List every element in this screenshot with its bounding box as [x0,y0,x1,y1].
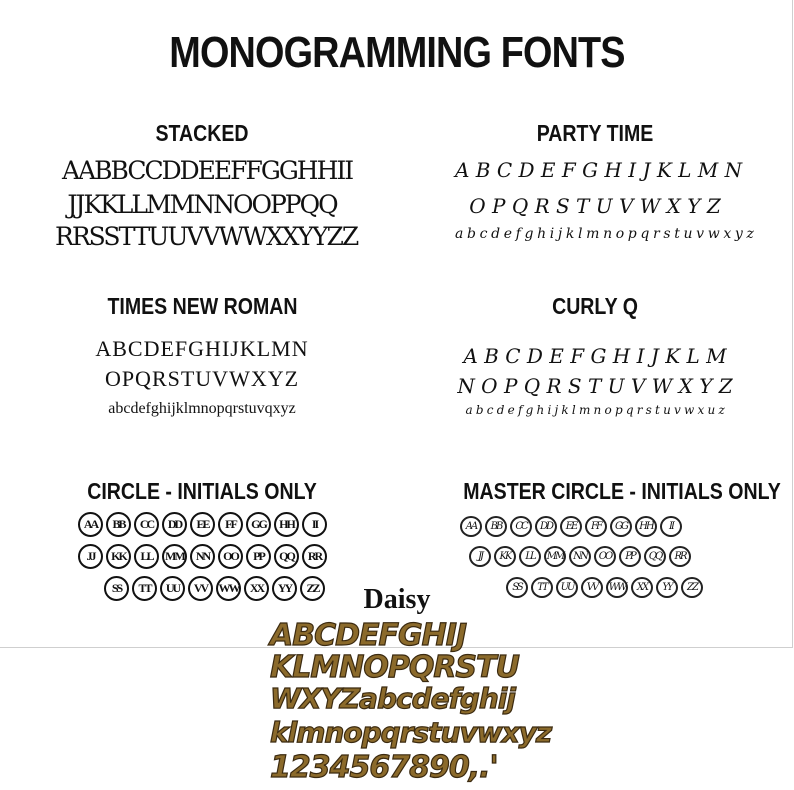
monogram-sample: TT [531,577,553,598]
monogram-sample: KK [106,544,131,569]
monogram-sample: VV [581,577,603,598]
font-sample-line: JJKKLLMMNNOOPPQQ [67,190,337,219]
font-sample-line: klmnopqrstuvwxyz [270,716,552,749]
monogram-sample: WW [216,576,241,601]
font-sample-line: ABCDEFGHIJKLMN [95,336,309,361]
monogram-sample: VV [188,576,213,601]
monogram-sample: PP [619,546,641,567]
monogram-sample: DD [162,512,187,537]
section-title: MASTER CIRCLE - INITIALS ONLY [463,478,781,504]
monogram-sample: OO [218,544,243,569]
monogram-sample: GG [610,516,632,537]
monogram-sample: FF [585,516,607,537]
monogram-sample: QQ [644,546,666,567]
font-sample-line: KLMNOPQRSTU [270,650,519,685]
monogram-sample: II [302,512,327,537]
monogram-sample: ZZ [300,576,325,601]
monogram-sample: LL [134,544,159,569]
monogram-sample: AA [460,516,482,537]
monogram-sample: ZZ [681,577,703,598]
monogram-sample: MM [162,544,187,569]
monogram-sample: LL [519,546,541,567]
font-sample-line: A B C D E F G H I J K L M [463,344,727,368]
section-title: TIMES NEW ROMAN [107,293,298,319]
monogram-sample: BB [485,516,507,537]
monogram-sample: WW [606,577,628,598]
monogram-sample: CC [134,512,159,537]
monogram-sample: PP [246,544,271,569]
monogram-sample: YY [656,577,678,598]
font-sample-line: 1234567890,.' [270,750,498,785]
monogram-sample: UU [556,577,578,598]
monogram-sample: NN [569,546,591,567]
monogram-sample: HH [274,512,299,537]
monogram-sample: MM [544,546,566,567]
monogram-sample: RR [669,546,691,567]
font-sample-line: WXYZabcdefghij [270,682,515,715]
monogram-sample: KK [494,546,516,567]
monogram-sample: SS [104,576,129,601]
section-title: CURLY Q [552,293,638,319]
monogram-sample: UU [160,576,185,601]
monogram-sample: XX [244,576,269,601]
monogram-sample: AA [78,512,103,537]
section-title: Daisy [363,584,431,615]
monogram-row [78,512,327,537]
font-sample-line: a b c d e f g h i j k l m n o p q r s t u v w x y z [455,226,754,242]
monogram-sample: EE [190,512,215,537]
monogram-sample: FF [218,512,243,537]
section-title: STACKED [155,120,249,146]
monogram-sample: YY [272,576,297,601]
monogram-row [460,516,682,537]
monogram-sample: EE [560,516,582,537]
page-title: MONOGRAMMING FONTS [169,28,625,77]
font-sample-line: OPQRSTUVWXYZ [104,366,300,391]
monogram-sample: II [660,516,682,537]
monogram-sample: XX [631,577,653,598]
font-sample-line: AABBCCDDEEFFGGHHII [62,156,353,185]
font-sample-line: N O P Q R S T U V W X Y Z [457,374,733,398]
font-sample-line: RRSSTTUUVVWWXXYYZZ [55,222,358,251]
monogram-sample: GG [246,512,271,537]
monogram-sample: HH [635,516,657,537]
section-title: PARTY TIME [536,120,654,146]
monogram-sample: JJ [469,546,491,567]
font-sample-line: ABCDEFGHIJ [270,618,467,653]
monogram-row [469,546,691,567]
font-sample-line: A B C D E F G H I J K L M N [455,158,743,182]
monogram-sample: QQ [274,544,299,569]
font-sample-line: O P Q R S T U V W X Y Z [469,194,721,218]
monogram-sample: RR [302,544,327,569]
section-title: CIRCLE - INITIALS ONLY [87,478,317,504]
monogram-sample: JJ [78,544,103,569]
font-sample-line: abcdefghijklmnopqrstuvqxyz [108,400,296,417]
monogram-row [78,544,327,569]
monogram-sample: CC [510,516,532,537]
monogram-sample: SS [506,577,528,598]
font-sample-line: a b c d e f g h i j k l m n o p q r s t u v w x u z [465,403,725,417]
monogram-sample: DD [535,516,557,537]
monogram-sample: NN [190,544,215,569]
monogram-sample: TT [132,576,157,601]
monogram-sample: BB [106,512,131,537]
monogram-sample: OO [594,546,616,567]
